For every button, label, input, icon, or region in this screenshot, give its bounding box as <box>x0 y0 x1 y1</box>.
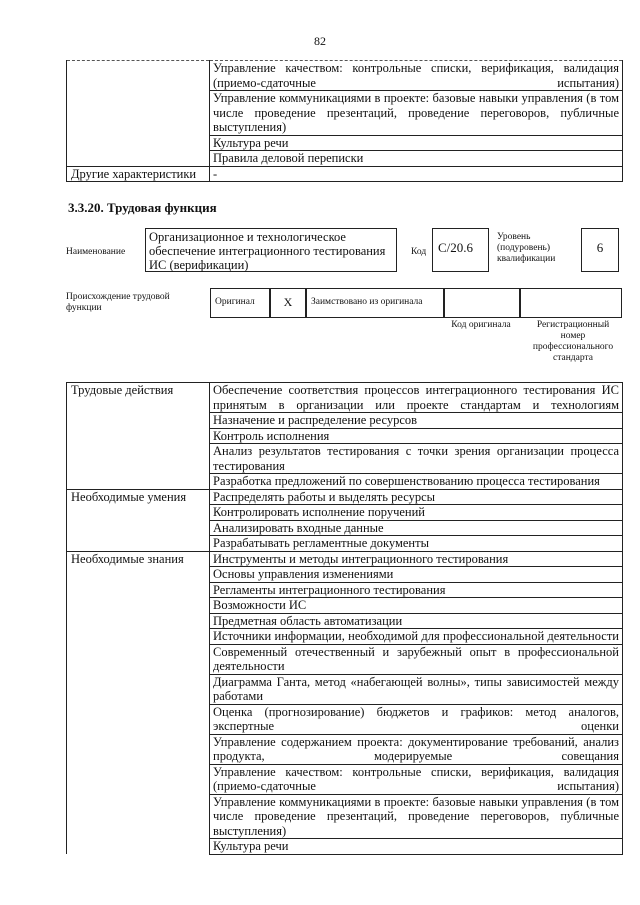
table-row <box>67 151 623 167</box>
table-cell <box>210 474 623 490</box>
labor-action-item: Назначение и распределение ресурсов <box>213 413 418 427</box>
table-cell <box>210 674 623 704</box>
table-row <box>67 489 623 505</box>
skill-item: Контролировать исполнение поручений <box>213 505 425 519</box>
section-title: 3.3.20. Трудовая функция <box>68 200 217 215</box>
knowledge-item: Современный отечественный и зарубежный опыт в профессиональной деятельности <box>213 644 619 673</box>
table-cell <box>210 629 623 645</box>
table-row <box>67 91 623 136</box>
code-original-label: Код оригинала <box>451 320 511 330</box>
knowledge-item: Управление коммуникациями в проекте: базовые навыки управления (в том числе проведение презентаций, проведение переговоров, публичные выступления) <box>213 794 619 838</box>
labor-action-item: Контроль исполнения <box>213 428 330 443</box>
code-label: Код <box>411 247 427 257</box>
table-cell <box>210 489 623 505</box>
page-number: 82 <box>314 34 326 48</box>
table-cell <box>210 734 623 764</box>
other-characteristics-value: - <box>213 166 218 181</box>
required-skills-label: Необходимые умения <box>67 489 210 551</box>
table-cell <box>210 536 623 552</box>
skill-item: Разрабатывать регламентные документы <box>213 536 429 550</box>
knowledge-item: Возможности ИС <box>213 598 307 612</box>
main-table <box>66 382 623 855</box>
table-cell <box>210 61 623 91</box>
table-cell <box>210 520 623 536</box>
table-cell <box>67 151 210 167</box>
origin-label: Происхождение трудовой функции <box>66 292 170 313</box>
knowledge-item: Управление качеством: контрольные списки, верификация, валидация (приемо-сдаточные испытания) <box>213 61 619 90</box>
table-cell <box>210 644 623 674</box>
reg-number-cell <box>520 288 622 318</box>
table-cell <box>210 704 623 734</box>
code-original-cell <box>444 288 520 318</box>
table-cell <box>210 613 623 629</box>
knowledge-item: Регламенты интеграционного тестирования <box>213 582 446 597</box>
original-label: Оригинал <box>210 288 270 318</box>
knowledge-item: Правила деловой переписки <box>213 151 364 165</box>
table-cell <box>210 839 623 855</box>
table-row <box>67 166 623 182</box>
other-characteristics-label: Другие характеристики <box>67 166 210 182</box>
qualification-level: 6 <box>581 228 619 272</box>
labor-action-item: Обеспечение соответствия процессов интеграционного тестирования ИС принятым в организации или проекте стандартам и технологиям <box>213 383 619 412</box>
labor-action-item: Разработка предложений по совершенствованию процесса тестирования <box>213 474 600 488</box>
knowledge-item: Источники информации, необходимой для профессиональной деятельности <box>213 629 619 643</box>
knowledge-item: Оценка (прогнозирование) бюджетов и графиков: метод аналогов, экспертные оценки <box>213 704 619 733</box>
table-cell <box>210 582 623 598</box>
level-label: Уровень (подуровень) квалификации <box>497 232 556 264</box>
table-cell <box>210 428 623 444</box>
table-cell <box>210 135 623 151</box>
labor-actions-label: Трудовые действия <box>67 383 210 490</box>
table-row <box>67 61 623 91</box>
table-row <box>67 551 623 567</box>
skill-item: Распределять работы и выделять ресурсы <box>213 489 436 504</box>
name-label: Наименование <box>66 247 126 257</box>
labor-action-item: Анализ результатов тестирования с точки зрения организации процесса тестирования <box>213 444 619 473</box>
table-cell <box>210 598 623 614</box>
table-cell <box>67 91 210 136</box>
table-cell <box>210 413 623 429</box>
skill-item: Анализировать входные данные <box>213 520 384 535</box>
knowledge-item: Инструменты и методы интеграционного тестирования <box>213 551 509 566</box>
table-cell <box>210 151 623 167</box>
knowledge-item: Диаграмма Ганта, метод «набегающей волны», типы зависимостей между работами <box>213 674 619 703</box>
table-cell <box>210 444 623 474</box>
knowledge-item: Основы управления изменениями <box>213 567 394 581</box>
table-cell <box>210 91 623 136</box>
required-knowledge-label: Необходимые знания <box>67 551 210 854</box>
table-row <box>67 383 623 413</box>
top-table <box>66 60 623 182</box>
table-cell <box>210 166 623 182</box>
table-cell <box>210 794 623 839</box>
original-mark: X <box>270 288 306 318</box>
knowledge-item: Управление качеством: контрольные списки, верификация, валидация (приемо-сдаточные испытания) <box>213 764 619 793</box>
table-row <box>67 135 623 151</box>
table-cell <box>210 567 623 583</box>
reg-number-label: Регистрационный номер профессионального стандарта <box>532 320 614 363</box>
function-code: С/20.6 <box>432 228 489 272</box>
table-cell <box>210 383 623 413</box>
knowledge-item: Управление коммуникациями в проекте: базовые навыки управления (в том числе проведение презентаций, проведение переговоров, публичные выступления) <box>213 91 619 134</box>
function-name: Организационное и технологическое обеспечение интеграционного тестирования ИС (верификации) <box>145 228 397 272</box>
table-cell <box>210 551 623 567</box>
knowledge-item: Управление содержанием проекта: документирование требований, анализ продукта, модерируемые совещания <box>213 734 619 763</box>
table-cell <box>67 61 210 91</box>
table-cell <box>67 135 210 151</box>
table-cell <box>210 505 623 521</box>
table-cell <box>210 764 623 794</box>
knowledge-item: Культура речи <box>213 839 289 853</box>
knowledge-item: Предметная область автоматизации <box>213 613 403 628</box>
knowledge-item: Культура речи <box>213 135 289 150</box>
borrowed-label: Заимствовано из оригинала <box>306 288 444 318</box>
